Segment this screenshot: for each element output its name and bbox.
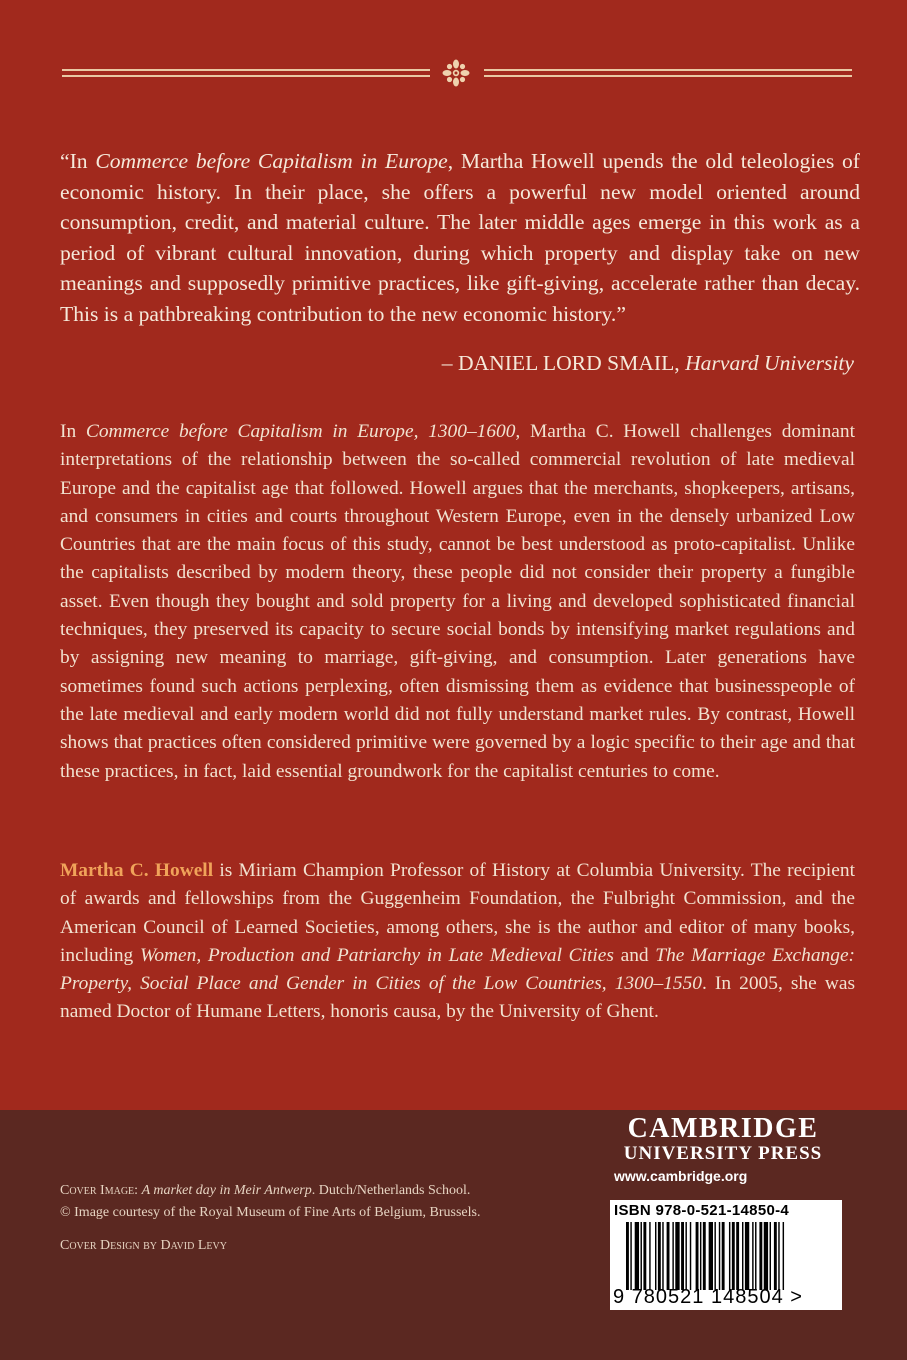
isbn-number: ISBN 978-0-521-14850-4 xyxy=(614,1202,790,1219)
cover-design-credit: Cover Design by David Levy xyxy=(60,1238,227,1253)
barcode-bar xyxy=(630,1222,631,1290)
barcode-bar xyxy=(667,1222,670,1290)
barcode-bar xyxy=(745,1222,749,1290)
quote-open: “In xyxy=(60,149,96,173)
publisher-logo xyxy=(610,1113,836,1184)
cover-image-label: Cover Image: xyxy=(60,1183,139,1198)
author-name: Martha C. Howell xyxy=(60,860,214,881)
ornamental-rule xyxy=(62,58,852,88)
barcode-bar xyxy=(709,1222,713,1290)
barcode-bar xyxy=(703,1222,706,1290)
barcode-bar xyxy=(759,1222,762,1290)
barcode-bar xyxy=(696,1222,699,1290)
cover-image-copyright: © Image courtesy of the Royal Museum of Fine Arts of Belgium, Brussels. xyxy=(60,1205,481,1220)
barcode-bar xyxy=(719,1222,720,1290)
publisher-subname: UNIVERSITY PRESS xyxy=(623,1143,823,1164)
barcode-bar xyxy=(700,1222,701,1290)
publisher-name: CAMBRIDGE xyxy=(627,1113,819,1144)
barcode-bar xyxy=(643,1222,646,1290)
description-book-title: Commerce before Capitalism in Europe, 1300–1600, xyxy=(85,421,521,442)
flower-ornament-icon xyxy=(440,58,472,88)
barcode-bar xyxy=(655,1222,656,1290)
quote-attribution xyxy=(442,351,854,376)
barcode-bar xyxy=(690,1222,691,1290)
rule-line xyxy=(484,69,852,71)
cover-credits xyxy=(60,1180,480,1224)
barcode-bar xyxy=(755,1222,756,1290)
barcode-bar xyxy=(635,1222,639,1290)
barcode-bar xyxy=(626,1222,629,1290)
cover-image-title: A market day in Meir Antwerp xyxy=(141,1183,312,1198)
barcode-bar xyxy=(681,1222,684,1290)
barcode-bar xyxy=(783,1222,784,1290)
barcode-bar xyxy=(675,1222,679,1290)
quote-book-title: Commerce before Capitalism in Europe xyxy=(95,149,448,173)
barcode-bar xyxy=(641,1222,642,1290)
bio-text: . In 2005, she was named Doctor of Humane Letters, honoris causa, by the University of Ghent. xyxy=(60,973,855,1023)
endorsement-quote xyxy=(60,146,860,329)
cover-image-credit xyxy=(60,1180,480,1202)
attribution-affiliation: Harvard University xyxy=(685,351,854,375)
attribution-name: – DANIEL LORD SMAIL, xyxy=(441,351,686,375)
barcode-bar xyxy=(729,1222,730,1290)
barcode-bar xyxy=(685,1222,686,1290)
barcode-bar xyxy=(658,1222,661,1290)
rule-line xyxy=(62,75,430,77)
barcode-bar xyxy=(774,1222,777,1290)
barcode xyxy=(610,1200,842,1310)
barcode-bar xyxy=(722,1222,725,1290)
bio-text: is Miriam Champion Professor of History at Columbia University. The recipient of awards and fellowships from the Guggenheim Foundation, the Fulbright Commission, and the American Council of Learned Societies, among others, she is the author and editor of many books, including xyxy=(60,860,856,966)
quote-text: , Martha Howell upends the old teleologies of economic history. In their place, she offers a powerful new model oriented around consumption, credit, and material culture. The later middle ages emerge in this work as a period of vibrant cultural innovation, during which property and display take on new meanings and supposedly primitive practices, like gift-giving, accelerate rather than decay. This is a pathbreaking contribution to the new economic history.” xyxy=(60,149,860,326)
bio-text: and xyxy=(613,944,656,966)
barcode-bar xyxy=(649,1222,650,1290)
cover-image-text: . Dutch/Netherlands School. xyxy=(311,1183,471,1198)
barcode-bar xyxy=(778,1222,779,1290)
barcode-bar xyxy=(672,1222,673,1290)
book-description xyxy=(60,418,855,786)
barcode-bar xyxy=(732,1222,735,1290)
description-lead: In xyxy=(60,421,86,442)
publisher-url: www.cambridge.org xyxy=(614,1168,748,1184)
barcode-bar xyxy=(736,1222,739,1290)
barcode-bar xyxy=(764,1222,768,1290)
barcode-bar xyxy=(752,1222,753,1290)
rule-line xyxy=(484,75,852,77)
barcode-bar xyxy=(662,1222,663,1290)
barcode-digits: 9 780521 148504 > xyxy=(613,1286,803,1308)
barcode-bar xyxy=(770,1222,771,1290)
bio-book-title: Women, Production and Patriarchy in Late Medieval Cities xyxy=(139,944,614,966)
author-bio xyxy=(60,857,855,1027)
rule-line xyxy=(62,69,430,71)
barcode-bar xyxy=(742,1222,743,1290)
barcode-bar xyxy=(714,1222,715,1290)
bio-book-title: The Marriage Exchange: Property, Social Place and Gender in Cities of the Low Countries, 1300–1550 xyxy=(60,944,856,995)
barcode-bars-icon xyxy=(626,1222,836,1290)
description-text: Martha C. Howell challenges dominant interpretations of the relationship between the so-called commercial revolution of late medieval Europe and the capitalist age that followed. Howell argues that the merchants, shopkeepers, artisans, and consumers in cities and courts throughout Western Europe, even in the densely urbanized Low Countries that are the main focus of this study, cannot be best understood as proto-capitalist. Unlike the capitalists described by modern theory, these people did not consider their property a fungible asset. Even though they bought and sold property for a living and developed sophisticated financial techniques, they preserved its capacity to secure social bonds by intensifying market regulations and by assigning new meaning to marriage, gift-giving, and consumption. Later generations have sometimes found such actions perplexing, often dismissing them as evidence that businesspeople of the late medieval and early modern world did not fully understand market rules. By contrast, Howell shows that practices often considered primitive were governed by a logic specific to their age and that these practices, in fact, laid essential groundwork for the capitalist centuries to come. xyxy=(60,421,855,782)
